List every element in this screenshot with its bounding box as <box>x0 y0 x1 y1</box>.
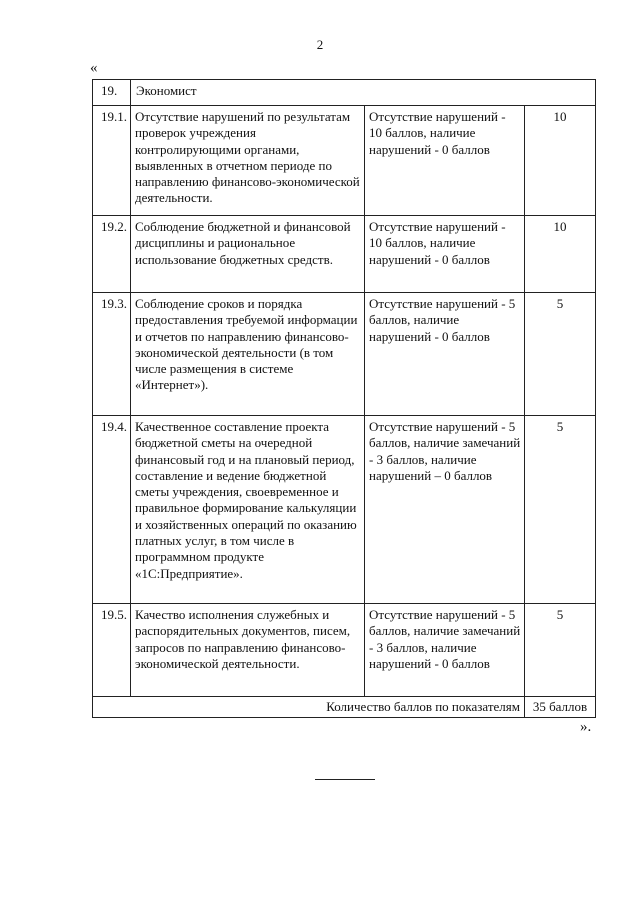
scoring-table <box>92 79 596 718</box>
closing-quote-mark: ». <box>580 719 592 735</box>
row-score: 5 <box>525 416 596 604</box>
row-number: 19.1. <box>93 106 131 216</box>
section-header-row <box>93 80 596 106</box>
section-title: Экономист <box>131 80 596 106</box>
row-score: 5 <box>525 293 596 416</box>
table-row <box>93 293 596 416</box>
row-criteria: Отсутствие нарушений - 5 баллов, наличие замечаний - 3 баллов, наличие нарушений – 0 баллов <box>365 416 525 604</box>
row-description: Соблюдение бюджетной и финансовой дисциплины и рациональное использование бюджетных средств. <box>131 216 365 293</box>
scoring-table-container <box>92 79 595 718</box>
row-number: 19.2. <box>93 216 131 293</box>
end-of-document-rule <box>315 779 375 780</box>
row-number: 19.3. <box>93 293 131 416</box>
row-description: Качественное составление проекта бюджетной сметы на очередной финансовый год и на плановый период, составление и ведение бюджетной сметы учреждения, своевременное и правильное формирование калькуляции и хозяйственных операций по оказанию платных услуг, в том числе в программном продукте «1С:Предприятие». <box>131 416 365 604</box>
row-description: Качество исполнения служебных и распорядительных документов, писем, запросов по направлению финансово-экономической деятельности. <box>131 604 365 697</box>
row-criteria: Отсутствие нарушений - 5 баллов, наличие замечаний - 3 баллов, наличие нарушений - 0 баллов <box>365 604 525 697</box>
table-row <box>93 604 596 697</box>
table-row <box>93 216 596 293</box>
row-description: Соблюдение сроков и порядка предоставления требуемой информации и отчетов по направлению финансово-экономической деятельности (в том числе размещения в системе «Интернет»). <box>131 293 365 416</box>
total-value: 35 баллов <box>525 697 596 718</box>
section-number: 19. <box>93 80 131 106</box>
row-number: 19.5. <box>93 604 131 697</box>
row-criteria: Отсутствие нарушений - 10 баллов, наличие нарушений - 0 баллов <box>365 106 525 216</box>
row-description: Отсутствие нарушений по результатам проверок учреждения контролирующими органами, выявленных в отчетном периоде по направлению финансово-экономической деятельности. <box>131 106 365 216</box>
row-score: 5 <box>525 604 596 697</box>
opening-quote-mark: « <box>90 60 98 76</box>
row-number: 19.4. <box>93 416 131 604</box>
page-number: 2 <box>316 37 324 52</box>
row-criteria: Отсутствие нарушений - 10 баллов, наличие нарушений - 0 баллов <box>365 216 525 293</box>
total-row <box>93 697 596 718</box>
table-row <box>93 106 596 216</box>
row-score: 10 <box>525 216 596 293</box>
row-criteria: Отсутствие нарушений - 5 баллов, наличие нарушений - 0 баллов <box>365 293 525 416</box>
total-label: Количество баллов по показателям <box>93 697 525 718</box>
table-row <box>93 416 596 604</box>
row-score: 10 <box>525 106 596 216</box>
